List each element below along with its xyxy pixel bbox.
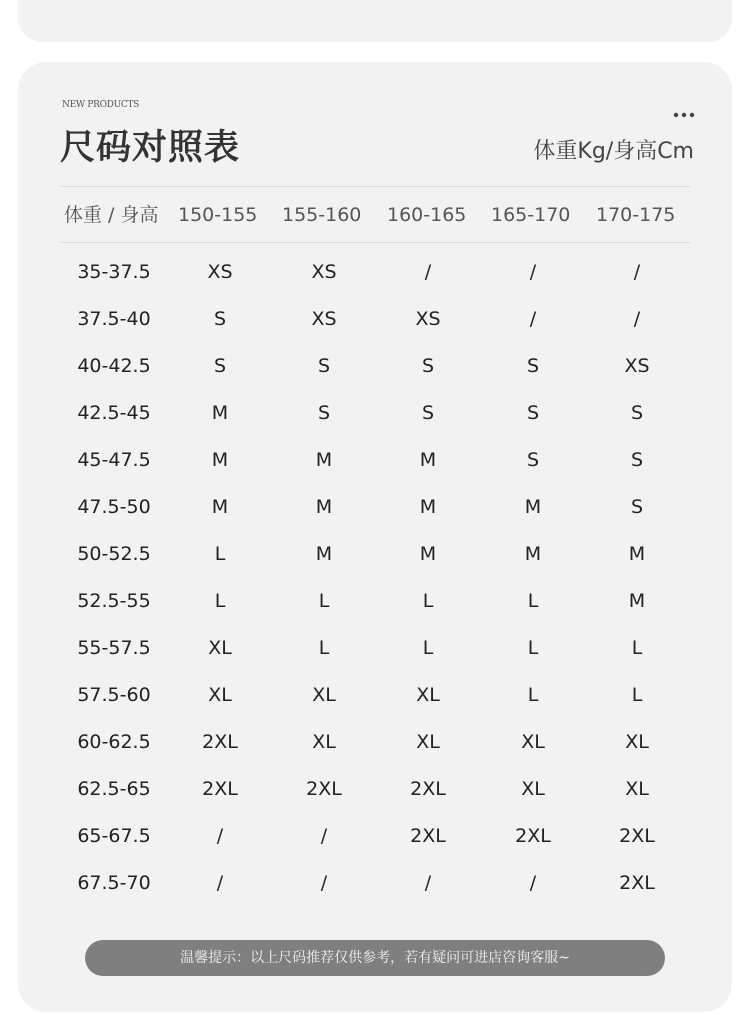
height-column-header: 165-170 — [491, 204, 571, 226]
size-cell: L — [214, 590, 226, 612]
size-cell: S — [213, 308, 227, 330]
table-row — [60, 678, 690, 725]
size-cell: S — [421, 355, 435, 377]
height-column-header: 170-175 — [596, 204, 676, 226]
size-cell: S — [630, 449, 644, 471]
size-cell: XL — [312, 731, 336, 753]
size-cell: 2XL — [202, 731, 238, 753]
table-row — [60, 866, 690, 913]
header-corner-label: 体重 / 身高 — [64, 204, 159, 226]
size-cell: XS — [311, 261, 337, 283]
size-cell: S — [317, 402, 331, 424]
height-column-header: 160-165 — [387, 204, 467, 226]
size-cell: L — [631, 637, 643, 659]
size-cell: 2XL — [619, 825, 655, 847]
size-cell: M — [419, 449, 437, 471]
table-row — [60, 255, 690, 302]
table-header-row — [60, 198, 690, 232]
size-cell: L — [318, 637, 330, 659]
size-cell: L — [631, 684, 643, 706]
size-cell: / — [529, 872, 537, 894]
size-cell: / — [320, 872, 328, 894]
size-cell: M — [419, 543, 437, 565]
top-card — [18, 0, 732, 42]
size-cell: L — [214, 543, 226, 565]
weight-range-cell: 60-62.5 — [77, 731, 151, 753]
table-row — [60, 302, 690, 349]
size-cell: M — [628, 543, 646, 565]
weight-range-cell: 57.5-60 — [77, 684, 151, 706]
size-cell: S — [630, 496, 644, 518]
table-row — [60, 349, 690, 396]
table-row — [60, 631, 690, 678]
size-table-body — [60, 255, 690, 913]
table-row — [60, 819, 690, 866]
table-row — [60, 490, 690, 537]
size-cell: XS — [311, 308, 337, 330]
more-dots-icon[interactable] — [672, 110, 696, 120]
size-cell: S — [526, 355, 540, 377]
size-cell: M — [211, 402, 229, 424]
size-cell: / — [529, 261, 537, 283]
size-cell: XL — [625, 731, 649, 753]
size-cell: S — [421, 402, 435, 424]
size-cell: L — [527, 684, 539, 706]
size-cell: M — [211, 449, 229, 471]
size-cell: L — [318, 590, 330, 612]
size-cell: XL — [312, 684, 336, 706]
size-cell: XL — [208, 637, 232, 659]
weight-range-cell: 40-42.5 — [77, 355, 151, 377]
weight-range-cell: 45-47.5 — [77, 449, 151, 471]
table-row — [60, 772, 690, 819]
size-cell: M — [315, 496, 333, 518]
header-top-divider — [60, 186, 690, 187]
size-cell: / — [216, 825, 224, 847]
size-cell: XL — [208, 684, 232, 706]
size-cell: / — [424, 872, 432, 894]
size-cell: 2XL — [202, 778, 238, 800]
size-cell: XL — [521, 778, 545, 800]
size-cell: 2XL — [306, 778, 342, 800]
height-column-header: 155-160 — [282, 204, 362, 226]
table-row — [60, 584, 690, 631]
size-cell: S — [213, 355, 227, 377]
weight-range-cell: 37.5-40 — [77, 308, 151, 330]
size-cell: L — [527, 590, 539, 612]
weight-range-cell: 52.5-55 — [77, 590, 151, 612]
size-cell: / — [320, 825, 328, 847]
size-cell: / — [633, 261, 641, 283]
size-cell: L — [527, 637, 539, 659]
table-row — [60, 725, 690, 772]
size-cell: S — [630, 402, 644, 424]
weight-range-cell: 65-67.5 — [77, 825, 151, 847]
size-cell: M — [524, 496, 542, 518]
weight-range-cell: 50-52.5 — [77, 543, 151, 565]
page-title: 尺码对照表 — [60, 128, 241, 168]
table-row — [60, 443, 690, 490]
weight-range-cell: 42.5-45 — [77, 402, 151, 424]
size-cell: L — [422, 637, 434, 659]
size-cell: / — [633, 308, 641, 330]
height-column-header: 150-155 — [178, 204, 258, 226]
size-cell: / — [216, 872, 224, 894]
weight-range-cell: 55-57.5 — [77, 637, 151, 659]
size-cell: M — [315, 449, 333, 471]
tip-banner: 温馨提示：以上尺码推荐仅供参考，若有疑问可进店咨询客服~ — [85, 940, 665, 976]
table-row — [60, 396, 690, 443]
size-cell: 2XL — [410, 778, 446, 800]
size-cell: / — [424, 261, 432, 283]
size-cell: XS — [207, 261, 233, 283]
size-cell: XS — [624, 355, 650, 377]
size-cell: / — [529, 308, 537, 330]
size-cell: L — [422, 590, 434, 612]
size-cell: XL — [625, 778, 649, 800]
size-cell: M — [628, 590, 646, 612]
size-chart-card — [18, 62, 732, 1012]
size-cell: XL — [416, 684, 440, 706]
weight-range-cell: 47.5-50 — [77, 496, 151, 518]
size-cell: XS — [415, 308, 441, 330]
size-cell: 2XL — [515, 825, 551, 847]
size-cell: S — [526, 449, 540, 471]
size-cell: S — [526, 402, 540, 424]
size-cell: M — [315, 543, 333, 565]
size-cell: M — [419, 496, 437, 518]
size-cell: 2XL — [410, 825, 446, 847]
weight-range-cell: 67.5-70 — [77, 872, 151, 894]
table-row — [60, 537, 690, 584]
size-cell: S — [317, 355, 331, 377]
header-bottom-divider — [60, 242, 690, 243]
size-cell: M — [211, 496, 229, 518]
size-cell: XL — [416, 731, 440, 753]
unit-label: 体重Kg/身高Cm — [533, 139, 694, 164]
weight-range-cell: 35-37.5 — [77, 261, 151, 283]
eyebrow-text: NEW PRODUCTS — [62, 100, 140, 110]
weight-range-cell: 62.5-65 — [77, 778, 151, 800]
size-cell: 2XL — [619, 872, 655, 894]
size-cell: XL — [521, 731, 545, 753]
size-cell: M — [524, 543, 542, 565]
